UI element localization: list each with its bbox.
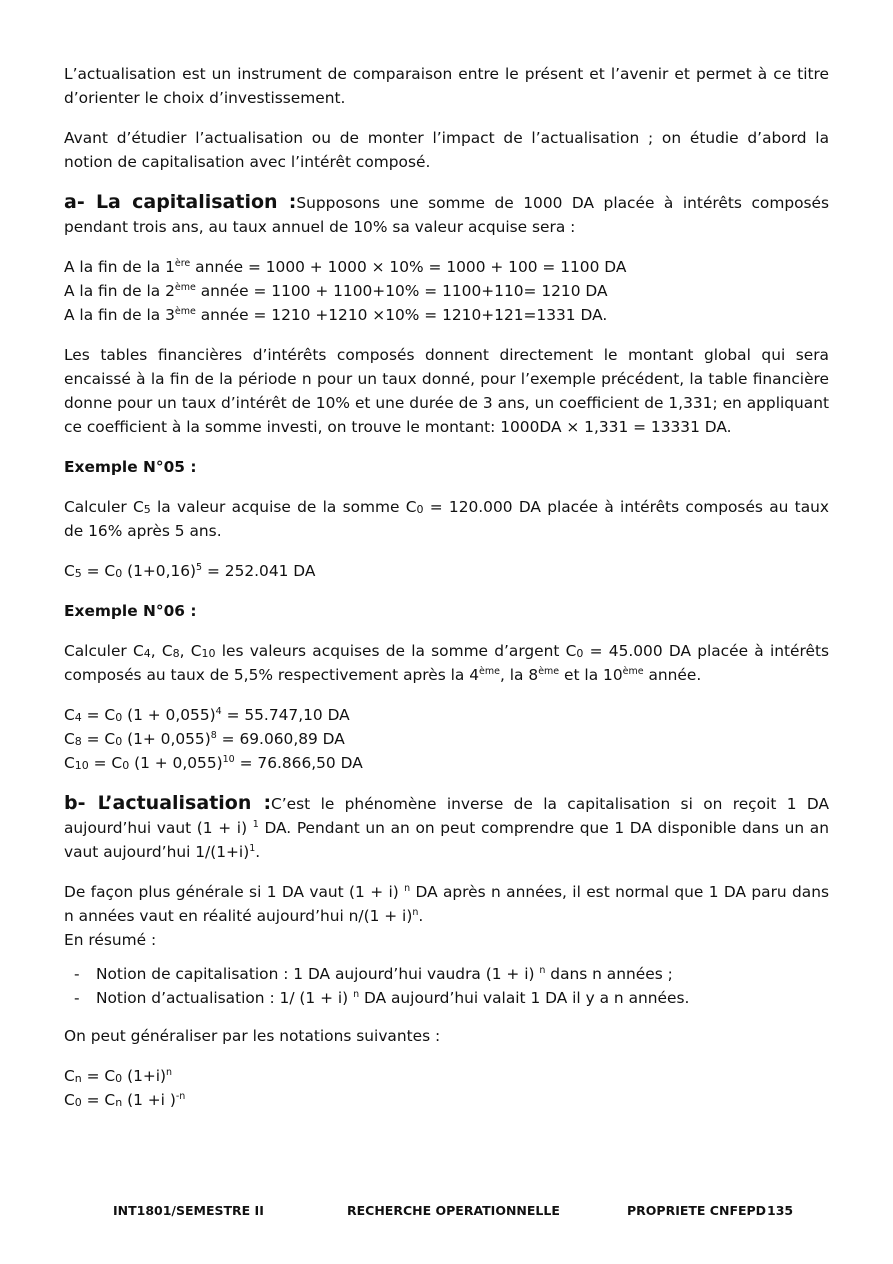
- formula-c0: $C_0 = C_n$ (1 +i )$^{-n}$: [64, 1091, 186, 1109]
- notation-formulas: [64, 1064, 829, 1112]
- year-line-3: A la fin de la 3ème année = 1210 +1210 ×10% = 1210+121=1331 DA.: [64, 306, 608, 324]
- example-6-results: [64, 703, 829, 775]
- page-number: 135: [767, 1203, 794, 1218]
- general-notation-intro: On peut généraliser par les notations suivantes :: [64, 1027, 441, 1045]
- intro-paragraph-2: Avant d’étudier l’actualisation ou de monter l’impact de l’actualisation ; on étudie d’abord la notion de capitalisation avec l’intérêt composé.: [64, 129, 829, 171]
- example-5-statement: Calculer $C_5$ la valeur acquise de la somme $C_0 = 120.000$ DA placée à intérêts composés au taux de 16% après 5 ans.: [64, 498, 829, 540]
- tables-paragraph: Les tables financières d’intérêts composés donnent directement le montant global qui sera encaissé à la fin de la période n pour un taux donné, pour l’exemple précédent, la table financière donne pour un taux d’intérêt de 10% et une durée de 3 ans, un coefficient de 1,331; en appliquant ce coefficient à la somme investi, on trouve le montant: 1000DA × 1,331 = 13331 DA.: [64, 346, 829, 436]
- actualisation-paragraph: b- L’actualisation :C’est le phénomène inverse de la capitalisation si on reçoit 1 DA aujourd’hui vaut (1 + i) $^1$ DA. Pendant un an on peut comprendre que 1 DA disponible dans un an vaut aujourd’hui $1/(1+i)^1$.: [64, 792, 829, 861]
- footer-subject: RECHERCHE OPERATIONNELLE: [347, 1203, 560, 1218]
- general-paragraph: De façon plus générale si 1 DA vaut (1 + i) $^n$ DA après n années, il est normal que 1 DA paru dans n années vaut en réalité aujourd’hui $n/(1 + i)^n$. En résumé :: [64, 880, 829, 952]
- summary-list: [64, 962, 829, 1010]
- list-item: - Notion de capitalisation : 1 DA aujourd’hui vaudra (1 + i) $^n$ dans n années ;: [64, 962, 829, 986]
- list-item: - Notion d’actualisation : 1/ (1 + i) $^n$ DA aujourd’hui valait 1 DA il y a n années.: [64, 986, 829, 1010]
- result-c10: $C_{10} = C_0$ $(1 + 0,055)^{10} = 76.866,50$ DA: [64, 754, 363, 772]
- section-b-heading: b- L’actualisation :: [64, 792, 272, 814]
- capitalisation-paragraph: [64, 190, 829, 239]
- section-a-text: Supposons une somme de 1000 DA placée à intérêts composés pendant trois ans, au taux annuel de 10% sa valeur acquise sera :: [64, 194, 830, 236]
- page-footer: [0, 1203, 893, 1223]
- section-a-heading: a- La capitalisation :: [64, 191, 297, 213]
- summary-label: En résumé :: [64, 931, 157, 949]
- footer-ownership: PROPRIETE CNFEPD: [627, 1203, 767, 1218]
- capitalisation-lines: [64, 255, 829, 327]
- example-6-statement: Calculer $C_4$, $C_8$, $C_{10}$ les valeurs acquises de la somme d’argent $C_0 = 45.000$ DA placée à intérêts composés au taux de 5,5% respectivement après la 4ème, la 8ème et la 10ème année.: [64, 642, 830, 684]
- example-5-heading: Exemple N°05 :: [64, 458, 197, 476]
- result-c8: $C_8 = C_0$ $(1+ 0,055)^8 = 69.060,89$ DA: [64, 730, 345, 748]
- year-line-1: A la fin de la 1ère année = 1000 + 1000 × 10% = 1000 + 100 = 1100 DA: [64, 258, 627, 276]
- example-5-formula: $C_5 = C_0$ $(1+0,16)^5 = 252.041$ DA: [64, 562, 316, 580]
- example-6-heading: Exemple N°06 :: [64, 602, 197, 620]
- intro-paragraph: L’actualisation est un instrument de comparaison entre le présent et l’avenir et permet à ce titre d’orienter le choix d’investissement.: [64, 65, 829, 107]
- result-c4: $C_4 = C_0$ $(1 + 0,055)^4 = 55.747,10$ DA: [64, 706, 350, 724]
- year-line-2: A la fin de la 2ème année = 1100 + 1100+10% = 1100+110= 1210 DA: [64, 282, 608, 300]
- formula-cn: $C_n = C_0$ $(1+i)^n$: [64, 1067, 173, 1085]
- document-page: [64, 62, 829, 1128]
- footer-course-code: INT1801/SEMESTRE II: [113, 1203, 264, 1218]
